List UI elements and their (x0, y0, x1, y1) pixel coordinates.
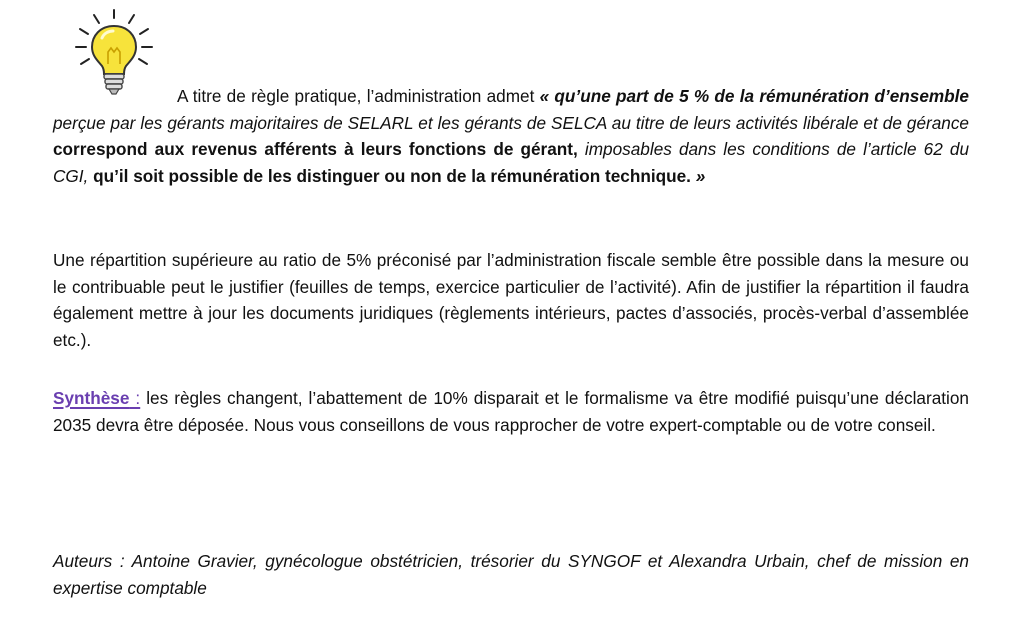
synthese-colon: : (129, 388, 141, 408)
paragraph-rule-intro: A titre de règle pratique, l’administration admet (177, 86, 540, 106)
italic-segment-2: imposables dans les conditions de l’article 62 du CGI, (53, 139, 969, 186)
paragraph-repartition: Une répartition supérieure au ratio de 5% préconisé par l’administration fiscale semble être possible dans la mesure ou le contribuable peut le justifier (feuilles de temps, exercice particulier de l’activité). Afin de justifier la répartition il faudra également mettre à jour les documents juridiques (règlements intérieurs, pactes d’associés, procès-verbal d’assemblée etc.). (53, 250, 969, 350)
synthese-text: les règles changent, l’abattement de 10% disparait et le formalisme va être modifié puisqu’une déclaration 2035 devra être déposée. Nous vous conseillons de vous rapprocher de votre expert-comptable ou de votre conseil. (53, 388, 969, 435)
authors-line: Auteurs : Antoine Gravier, gynécologue obstétricien, trésorier du SYNGOF et Alexandra Urbain, chef de mission en expertise comptable (53, 551, 969, 598)
quote-open: « qu’une part de 5 % de la rémunération d’ensemble (539, 86, 969, 106)
quote-close: » (695, 165, 706, 186)
bold-segment-3: qu’il soit possible de les distinguer ou non de la rémunération technique. (93, 165, 696, 186)
italic-segment-1: perçue par les gérants majoritaires de SELARL et les gérants de SELCA au titre de leurs activités libérale et de gérance (53, 112, 969, 133)
synthese-label: Synthèse (53, 388, 130, 408)
paragraph-synthese (53, 385, 969, 438)
bold-segment-2: correspond aux revenus afférents à leurs fonctions de gérant, (53, 139, 585, 159)
paragraph-rule (53, 83, 969, 189)
